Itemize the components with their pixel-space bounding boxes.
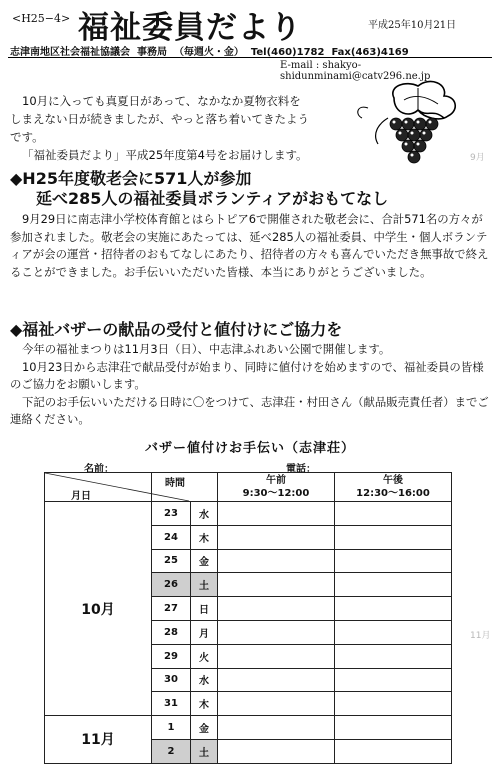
intro-line: 10月に入っても真夏日があって、なかなか夏物衣料を	[22, 94, 301, 108]
weekday-cell: 金	[191, 549, 218, 573]
am-slot-cell[interactable]	[218, 597, 335, 621]
weekday-cell: 土	[191, 573, 218, 597]
am-slot-cell[interactable]	[218, 692, 335, 716]
office-label: 事務局	[136, 47, 167, 58]
pm-time: 12:30～16:00	[356, 488, 430, 499]
intro-line: しまえない日が続きましたが、やっと落ち着いてきたようです。	[10, 112, 309, 144]
day-cell: 1	[152, 716, 191, 740]
pm-slot-cell[interactable]	[335, 549, 452, 573]
name-label: 名前：	[84, 464, 114, 475]
weekday-cell: 水	[191, 502, 218, 526]
schedule-row	[45, 716, 452, 740]
article2-body	[10, 341, 490, 429]
month-day-header	[45, 473, 185, 502]
weekday-cell: 土	[191, 739, 218, 763]
email-address[interactable]: E-mail : shakyo-shidunminami@catv296.ne.jp	[280, 60, 431, 82]
form-title: バザー値付けお手伝い（志津荘）	[144, 441, 355, 456]
weekday-cell: 日	[191, 597, 218, 621]
weekday-cell: 水	[191, 668, 218, 692]
pm-slot-cell[interactable]	[335, 644, 452, 668]
am-slot-cell[interactable]	[218, 573, 335, 597]
issue-date: 平成25年10月21日	[368, 20, 457, 31]
pm-slot-cell[interactable]	[335, 739, 452, 763]
tel-label: 電話：	[286, 464, 316, 475]
schedule-row	[45, 502, 452, 526]
weekday-cell: 木	[191, 525, 218, 549]
time-column-label: 時間	[165, 478, 185, 489]
day-cell: 28	[152, 620, 191, 644]
tel-number: Tel(460)1782	[250, 47, 325, 58]
pm-slot-cell[interactable]	[335, 668, 452, 692]
monthday-column-label: 月日	[71, 491, 91, 502]
weekday-cell: 木	[191, 692, 218, 716]
pm-label: 午後	[383, 475, 403, 486]
pm-slot-cell[interactable]	[335, 716, 452, 740]
day-cell: 30	[152, 668, 191, 692]
newsletter-title: 福祉委員だより	[78, 10, 302, 46]
schedule-header-row	[45, 473, 452, 502]
pm-slot-cell[interactable]	[335, 525, 452, 549]
day-cell: 25	[152, 549, 191, 573]
office-hours: （毎週火・金）	[173, 47, 244, 58]
article2-heading: ◆福祉バザーの献品の受付と値付けにご協力を	[10, 320, 343, 339]
article2-paragraph: 10月23日から志津荘で献品受付が始まり、同時に値付けを始めますので、福祉委員の皆様のご協力をお願いします。	[10, 359, 484, 391]
day-cell: 29	[152, 644, 191, 668]
am-label: 午前	[266, 475, 286, 486]
schedule-table	[44, 472, 452, 764]
pm-slot-cell[interactable]	[335, 620, 452, 644]
weekday-cell: 金	[191, 716, 218, 740]
bleed-through-text: 9月	[470, 153, 485, 163]
day-cell: 24	[152, 525, 191, 549]
publisher-row	[10, 43, 409, 58]
bleed-through-text: 11月	[470, 631, 491, 641]
article1-heading: ◆H25年度敬老会に571人が参加	[10, 169, 252, 188]
fax-number: Fax(463)4169	[331, 47, 409, 58]
article1-paragraph: 9月29日に南志津小学校体育館とはらトピア6で開催された敬老会に、合計571名の方々が参加されました。敬老会の実施にあたっては、延べ285人の福祉委員、中学生・個人ボランティアが会の運営・招待者のおもてなしにあたり、招待者の方々も喜んでいただき無事故で終えることができました。お手伝いいただいた皆様、本当にありがとうございました。	[10, 212, 489, 279]
pm-slot-cell[interactable]	[335, 502, 452, 526]
am-slot-cell[interactable]	[218, 739, 335, 763]
article1-subheading: 延べ285人の福祉委員ボランティアがおもてなし	[36, 189, 389, 208]
pm-slot-cell[interactable]	[335, 597, 452, 621]
article1-body	[10, 211, 490, 281]
am-slot-cell[interactable]	[218, 716, 335, 740]
am-slot-cell[interactable]	[218, 502, 335, 526]
day-cell: 23	[152, 502, 191, 526]
weekday-cell: 月	[191, 620, 218, 644]
am-header	[218, 473, 335, 502]
day-cell: 27	[152, 597, 191, 621]
day-cell: 31	[152, 692, 191, 716]
pm-slot-cell[interactable]	[335, 692, 452, 716]
grapes-illustration	[348, 78, 478, 172]
intro-line: 「福祉委員だより」平成25年度第4号をお届けします。	[22, 148, 308, 162]
month-cell: 11月	[45, 716, 152, 764]
day-cell: 26	[152, 573, 191, 597]
pm-slot-cell[interactable]	[335, 573, 452, 597]
day-cell: 2	[152, 739, 191, 763]
article2-paragraph: 今年の福祉まつりは11月3日（日）、中志津ふれあい公園で開催します。	[22, 342, 391, 356]
header-divider	[8, 57, 492, 58]
publisher-name: 志津南地区社会福祉協議会	[10, 47, 130, 58]
am-slot-cell[interactable]	[218, 668, 335, 692]
am-slot-cell[interactable]	[218, 620, 335, 644]
article2-paragraph: 下記のお手伝いいただける日時に〇をつけて、志津荘・村田さん（献品販売責任者）までご連絡ください。	[10, 394, 489, 426]
pm-header	[335, 473, 452, 502]
am-slot-cell[interactable]	[218, 525, 335, 549]
am-slot-cell[interactable]	[218, 644, 335, 668]
month-cell: 10月	[45, 502, 152, 716]
weekday-cell: 火	[191, 644, 218, 668]
issue-number: <H25−4>	[12, 12, 71, 25]
am-slot-cell[interactable]	[218, 549, 335, 573]
am-time: 9:30～12:00	[242, 488, 310, 499]
intro-text	[10, 92, 310, 164]
